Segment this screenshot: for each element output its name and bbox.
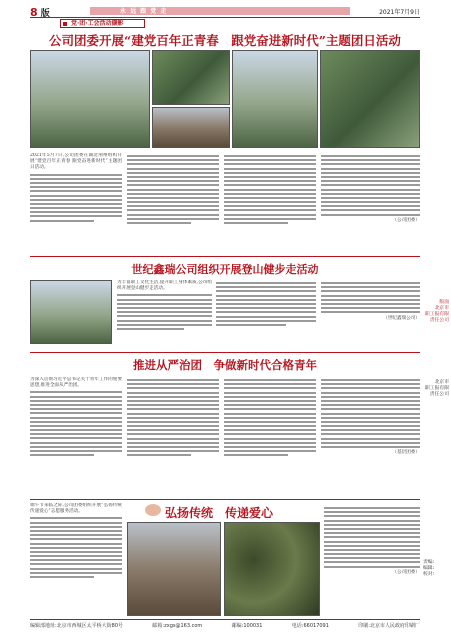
sidebar-line: 版面 [439,300,449,305]
footer-rule [30,619,420,620]
footer-email: 邮箱:zxgs@163.com [152,623,203,629]
divider-1 [30,256,420,257]
page-footer [30,622,420,632]
footer-zip: 邮编:100031 [231,623,263,629]
photo-group-flag [30,50,150,148]
article-4-lead: 端午节来临之际,公司团委组织开展“弘扬传统 传递爱心”志愿服务活动。 [30,503,122,515]
article-1-col-3 [224,153,316,253]
photo-group [320,50,420,148]
photo-walk [152,107,230,148]
headline-2: 世纪鑫瑞公司组织开展登山健步走活动 [131,263,319,276]
sidebar-line: 责任公司 [429,318,449,323]
page-number: 8 版 [30,6,50,19]
sidebar-line: 职工报有限 [425,312,449,317]
sidebar-red [423,300,449,324]
article-2-author: （世纪鑫瑞公司） [383,315,420,321]
header-banner [90,7,350,15]
issue-date: 2021年7月9日 [379,9,420,16]
heart-icon [145,504,161,516]
sidebar-line: 职工报有限 [425,386,449,391]
footer-phone: 电话:66017091 [291,623,329,629]
photo-hiking-group [30,280,112,344]
article-3-lead: 为深入贯彻习近平总书记关于青年工作的重要思想,推进全面从严治团。 [30,377,122,389]
sidebar-black [423,380,449,398]
article-4-author: （公司团委） [392,569,420,575]
article-2-col-2 [216,280,316,350]
article-1-col-4 [321,153,420,253]
article-4-col-1 [30,503,122,618]
section-tag: 党·团·工会活动撷影 [60,19,145,28]
article-3-col-3 [224,377,316,497]
headline-1: 公司团委开展“建党百年正青春 跟党奋进新时代”主题团日活动 [49,33,401,48]
photo-trees [232,50,318,148]
photo-zongzi [224,522,320,616]
header-rule [30,17,420,18]
article-3-author: （基层团委） [392,450,420,456]
footer-address: 编辑部地址:北京市西城区太平桥大街80号 [30,623,124,629]
headline-4: 弘扬传统 传递爱心 [165,506,274,520]
article-2-col-3 [321,280,420,350]
sidebar-line: 责任公司 [429,392,449,397]
page-header [30,6,420,19]
article-1-lead: 2021年5月7日,公司团委在湖北荆州组织开展“建党百年正青春 跟党奋进新时代”主题团日活动。 [30,153,122,171]
editor-label: 编辑: [423,566,435,571]
article-1-col-2 [127,153,219,253]
divider-3 [30,499,420,500]
sidebar-edit [423,560,449,578]
sidebar-line: 北京市 [434,306,449,311]
sidebar-line: 北京市 [434,380,449,385]
article-1-author: （公司团委） [392,217,420,223]
footer-printer: 印刷:北京市人民政府印刷厂 [358,623,420,629]
article-2-col-1 [117,280,212,350]
article-3-col-4 [321,377,420,497]
divider-2 [30,352,420,353]
banner-text: 永 远 跟 党 走 [120,8,168,15]
photo-ceremony [152,50,230,105]
editor-label: 责编: [423,560,435,565]
article-3-col-2 [127,377,219,497]
headline-3: 推进从严治团 争做新时代合格青年 [133,358,317,372]
article-3-col-1 [30,377,122,497]
photo-volunteers [127,522,221,616]
article-1-col-1 [30,153,122,253]
editor-label: 校对: [423,572,435,577]
article-2-lead: 为丰富职工文化生活,提升职工身体素质,公司组织开展登山健步走活动。 [117,280,212,292]
article-4-col-2 [324,505,420,618]
